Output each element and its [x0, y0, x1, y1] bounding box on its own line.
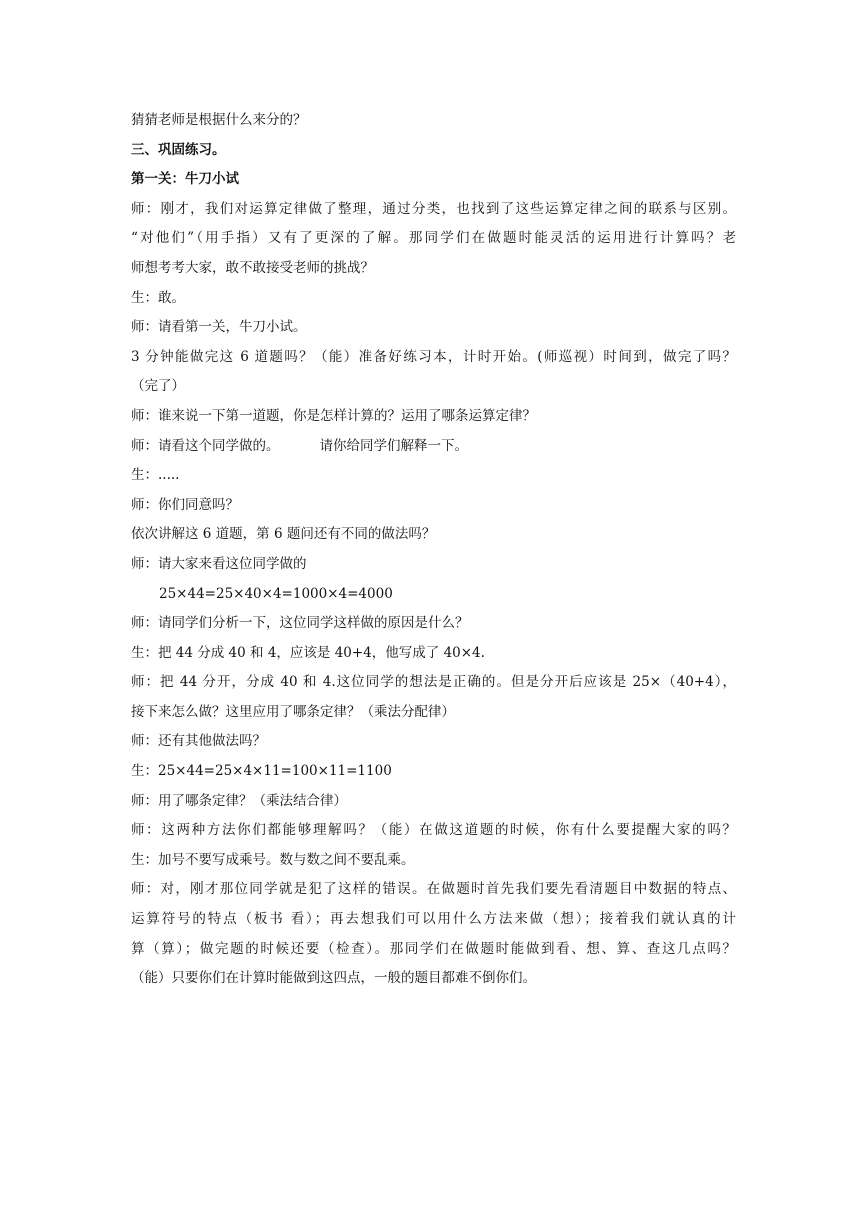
- paragraph-line: 师：谁来说一下第一道题，你是怎样计算的？运用了哪条运算定律？: [131, 407, 536, 424]
- paragraph-line: 师：对，刚才那位同学就是犯了这样的错误。在做题时首先我们要先看清题目中数据的特点、: [131, 881, 736, 898]
- document-body: [131, 106, 736, 994]
- paragraph-line: 师：你们同意吗？: [131, 496, 239, 513]
- paragraph-line: 师：这两种方法你们都能够理解吗？（能）在做这道题的时候，你有什么要提醒大家的吗？: [131, 822, 736, 839]
- paragraph-line: 3 分钟能做完这 6 道题吗？（能）准备好练习本，计时开始。(师巡视）时间到，做完了吗？: [131, 348, 736, 365]
- paragraph-line: 生：25×44=25×4×11=100×11=1100: [131, 763, 392, 780]
- paragraph-line: 生：把 44 分成 40 和 4，应该是 40+4，他写成了 40×4.: [131, 644, 485, 661]
- paragraph-line: 猜猜老师是根据什么来分的？: [131, 112, 307, 128]
- paragraph-line: 依次讲解这 6 道题，第 6 题问还有不同的做法吗？: [131, 526, 436, 543]
- paragraph-line: 运算符号的特点（板书 看）；再去想我们可以用什么方法来做（想）；接着我们就认真的计: [131, 911, 736, 928]
- paragraph-line: 师想考考大家，敢不敢接受老师的挑战？: [131, 259, 374, 276]
- paragraph-line: 师：请同学们分析一下，这位同学这样做的原因是什么？: [131, 615, 469, 632]
- paragraph-line: 师：还有其他做法吗？: [131, 733, 266, 750]
- paragraph-line: 生：加号不要写成乘号。数与数之间不要乱乘。: [131, 851, 415, 868]
- paragraph-line: 师：请大家来看这位同学做的: [131, 555, 307, 572]
- paragraph-line: 生：敢。: [131, 289, 185, 306]
- subsection-heading: 第一关：牛刀小试: [131, 171, 239, 188]
- paragraph-line: 师：请看第一关，牛刀小试。: [131, 319, 307, 336]
- equation-line: 25×44=25×40×4=1000×4=4000: [159, 585, 393, 602]
- paragraph-line: 算（算）；做完题的时候还要（检查）。那同学们在做题时能做到看、想、算、查这几点吗？: [131, 940, 736, 957]
- paragraph-text: 师：请看这个同学做的。: [131, 437, 280, 454]
- paragraph-line: （完了）: [131, 378, 185, 395]
- paragraph-line: （能）只要你们在计算时能做到这四点，一般的题目都难不倒你们。: [131, 970, 536, 987]
- paragraph-line: 生：.....: [131, 467, 180, 484]
- paragraph-line: [131, 432, 736, 462]
- paragraph-line: 师：用了哪条定律？（乘法结合律）: [131, 792, 347, 809]
- paragraph-line: 师：刚才，我们对运算定律做了整理，通过分类，也找到了这些运算定律之间的联系与区别。: [131, 200, 736, 217]
- section-heading: 三、巩固练习。: [131, 141, 226, 158]
- paragraph-text: 请你给同学们解释一下。: [319, 437, 468, 454]
- paragraph-line: 师：把 44 分开，分成 40 和 4.这位同学的想法是正确的。但是分开后应该是 25×（40+4），: [131, 674, 736, 691]
- paragraph-line: 接下来怎么做？这里应用了哪条定律？（乘法分配律）: [131, 703, 455, 720]
- paragraph-line: “对他们”（用手指）又有了更深的了解。那同学们在做题时能灵活的运用进行计算吗？老: [131, 230, 736, 247]
